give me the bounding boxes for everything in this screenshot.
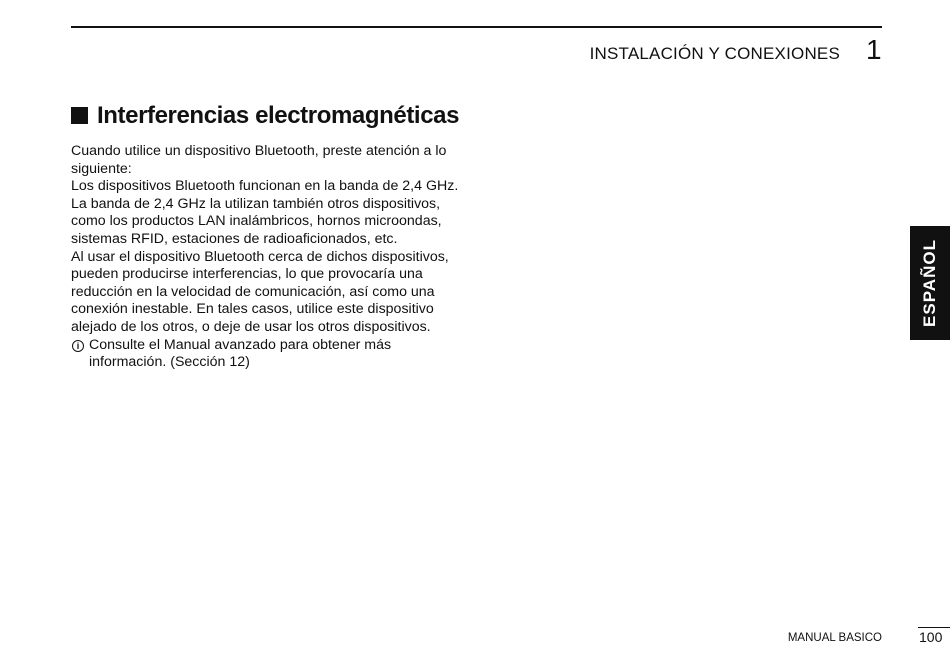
body-line: Al usar el dispositivo Bluetooth cerca de dichos dispositivos, (71, 248, 449, 265)
page-number-rule (918, 627, 950, 628)
note-line: Consulte el Manual avanzado para obtener más (89, 336, 392, 353)
page-number: 100 (919, 629, 943, 645)
section-heading (71, 102, 459, 130)
language-tab (910, 226, 950, 340)
body-line: alejado de los otros, o deje de usar los otros dispositivos. (71, 318, 431, 335)
body-line: reducción en la velocidad de comunicación, así como una (71, 283, 435, 300)
chapter-title: INSTALACIÓN Y CONEXIONES (589, 44, 840, 63)
language-tab-label: ESPAÑOL (920, 239, 939, 327)
square-bullet-icon (71, 107, 88, 124)
header-rule (71, 26, 882, 28)
body-line: pueden producirse interferencias, lo que provocaría una (71, 266, 423, 283)
body-line: Cuando utilice un dispositivo Bluetooth, preste atención a lo (71, 143, 447, 159)
body-line: sistemas RFID, estaciones de radioaficionados, etc. (71, 230, 398, 247)
body-line: La banda de 2,4 GHz la utilizan también otros dispositivos, (71, 195, 441, 212)
body-line: conexión inestable. En tales casos, utilice este dispositivo (71, 301, 434, 318)
info-note (71, 337, 471, 372)
footer-manual-label: MANUAL BASICO (787, 632, 882, 644)
note-line: información. (Sección 12) (89, 354, 250, 371)
info-icon: i (72, 340, 84, 352)
chapter-number: 1 (866, 34, 882, 65)
section-heading-text: Interferencias electromagnéticas (97, 102, 460, 129)
body-line: Los dispositivos Bluetooth funcionan en la banda de 2,4 GHz. (71, 178, 459, 195)
body-line: como los productos LAN inalámbricos, hornos microondas, (71, 213, 442, 230)
body-text (71, 143, 471, 372)
body-line: siguiente: (71, 160, 132, 177)
